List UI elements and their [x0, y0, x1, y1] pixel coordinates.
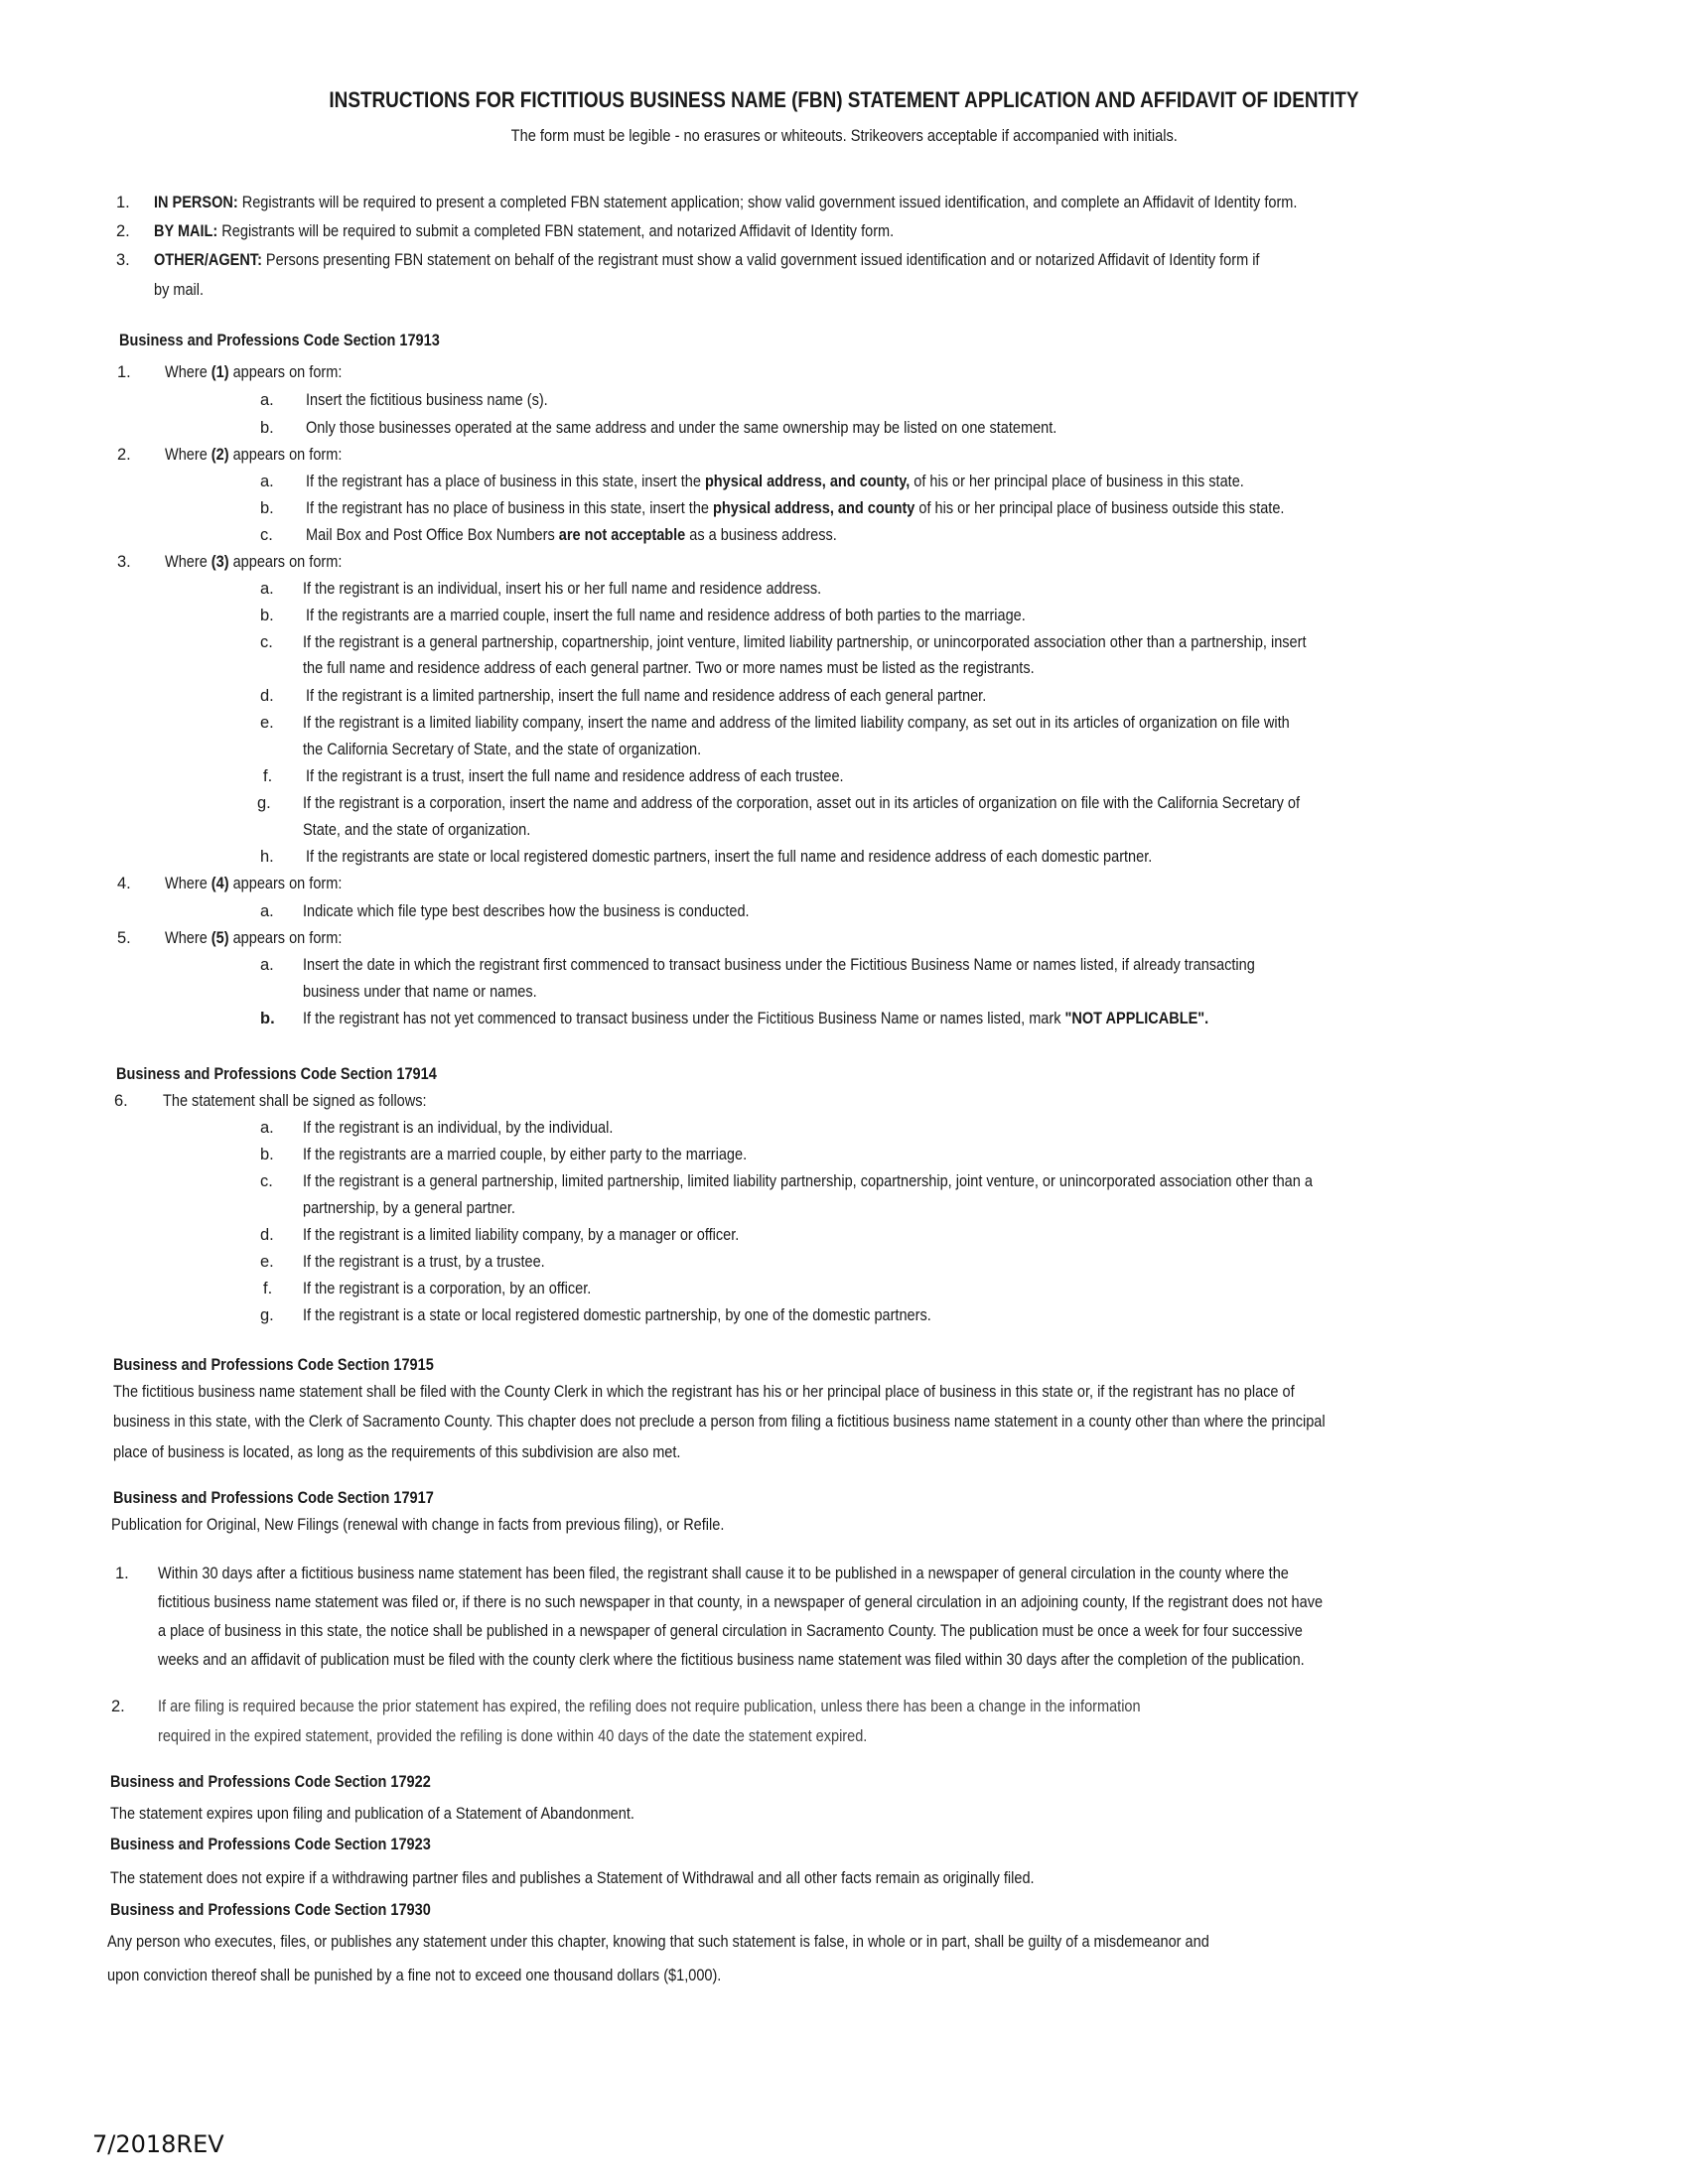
- item-3f-text: If the registrant is a trust, insert the full name and residence address of each trustee.: [306, 767, 844, 785]
- item-3h-text: If the registrants are state or local registered domestic partners, insert the full name and residence address of each domestic partner.: [306, 848, 1153, 866]
- page-subtitle: The form must be legible - no erasures or whiteouts. Strikeovers acceptable if accompanied with initials.: [510, 126, 1178, 145]
- item-3g-text: If the registrant is a corporation, insert the name and address of the corporation, asset out in its articles of organization on file with the California Secretary of: [303, 794, 1301, 812]
- section-17915-heading: Business and Professions Code Section 17915: [113, 1356, 434, 1374]
- section-17914-heading: Business and Professions Code Section 17914: [116, 1065, 437, 1083]
- publication-2-number: 2.: [111, 1698, 125, 1715]
- section-17915-text-line: The fictitious business name statement shall be filed with the County Clerk in which the registrant has his or her principal place of business in this state or, if the registrant has no place of: [113, 1383, 1295, 1401]
- item-1-text: Where (1) appears on form:: [165, 363, 343, 381]
- publication-2-text-line: required in the expired statement, provided the refiling is done within 40 days of the date the statement expired.: [158, 1727, 868, 1745]
- item-6e-letter: e.: [260, 1253, 274, 1271]
- item-3c-letter: c.: [260, 633, 273, 651]
- item-5-text: Where (5) appears on form:: [165, 929, 343, 947]
- item-6g-text: If the registrant is a state or local registered domestic partnership, by one of the domestic partners.: [303, 1306, 931, 1324]
- item-3b-letter: b.: [260, 607, 274, 624]
- intro-2-text: BY MAIL: Registrants will be required to submit a completed FBN statement, and notarized Affidavit of Identity form.: [154, 222, 895, 240]
- item-3d-letter: d.: [260, 687, 274, 705]
- item-6e-text: If the registrant is a trust, by a trustee.: [303, 1253, 545, 1271]
- publication-1-text-line: Within 30 days after a fictitious business name statement has been filed, the registrant shall cause it to be published in a newspaper of general circulation in the county where the: [158, 1565, 1289, 1582]
- section-17915-text-line: place of business is located, as long as the requirements of this subdivision are also met.: [113, 1443, 681, 1461]
- publication-1-text-line: a place of business in this state, the notice shall be published in a newspaper of general circulation in Sacramento County. The publication must be once a week for four successive: [158, 1622, 1303, 1640]
- item-3-number: 3.: [117, 553, 131, 571]
- item-3b-text: If the registrants are a married couple, insert the full name and residence address of both parties to the marriage.: [306, 607, 1026, 624]
- section-17922-text: The statement expires upon filing and publication of a Statement of Abandonment.: [110, 1805, 634, 1823]
- item-3e-text-continued: the California Secretary of State, and the state of organization.: [303, 741, 702, 758]
- section-17930-text-line: Any person who executes, files, or publishes any statement under this chapter, knowing that such statement is false, in whole or in part, shall be guilty of a misdemeanor and: [107, 1933, 1209, 1951]
- item-3d-text: If the registrant is a limited partnership, insert the full name and residence address of each general partner.: [306, 687, 987, 705]
- publication-2-text-line: If are filing is required because the prior statement has expired, the refiling does not require publication, unless there has been a change in the information: [158, 1698, 1141, 1715]
- section-17913-heading: Business and Professions Code Section 17913: [119, 332, 440, 349]
- item-6f-text: If the registrant is a corporation, by an officer.: [303, 1280, 592, 1297]
- item-6g-letter: g.: [260, 1306, 274, 1324]
- item-5b-letter: b.: [260, 1010, 275, 1027]
- item-3c-text-continued: the full name and residence address of each general partner. Two or more names must be listed as the registrants.: [303, 659, 1035, 677]
- revision-footer: 7/2018REV: [92, 2130, 224, 2158]
- intro-1-number: 1.: [116, 194, 130, 211]
- item-3e-text: If the registrant is a limited liability company, insert the name and address of the limited liability company, as set out in its articles of organization on file with: [303, 714, 1290, 732]
- item-5b-text: If the registrant has not yet commenced to transact business under the Fictitious Business Name or names listed, mark "NOT APPLICABLE".: [303, 1010, 1209, 1027]
- item-5-number: 5.: [117, 929, 131, 947]
- item-6d-text: If the registrant is a limited liability company, by a manager or officer.: [303, 1226, 740, 1244]
- item-5a-letter: a.: [260, 956, 274, 974]
- item-3g-text-continued: State, and the state of organization.: [303, 821, 531, 839]
- item-4a-letter: a.: [260, 902, 274, 920]
- section-17915-text-line: business in this state, with the Clerk of Sacramento County. This chapter does not preclude a person from filing a fictitious business name statement in a county other than where the principal: [113, 1413, 1326, 1431]
- item-5a-text: Insert the date in which the registrant first commenced to transact business under the Fictitious Business Name or names listed, if already transacting: [303, 956, 1255, 974]
- section-17923-text: The statement does not expire if a withdrawing partner files and publishes a Statement of Withdrawal and all other facts remain as originally filed.: [110, 1869, 1035, 1887]
- item-6a-letter: a.: [260, 1119, 274, 1137]
- intro-3-number: 3.: [116, 251, 130, 269]
- item-6d-letter: d.: [260, 1226, 274, 1244]
- intro-3-continued: by mail.: [154, 281, 205, 299]
- section-17922-heading: Business and Professions Code Section 17922: [110, 1773, 431, 1791]
- item-6c-text: If the registrant is a general partnership, limited partnership, limited liability partnership, copartnership, joint venture, or unincorporated association other than a: [303, 1172, 1313, 1190]
- section-17917-intro: Publication for Original, New Filings (renewal with change in facts from previous filing), or Refile.: [111, 1516, 725, 1534]
- item-6f-letter: f.: [263, 1280, 273, 1297]
- item-1b-letter: b.: [260, 419, 274, 437]
- item-2a-letter: a.: [260, 473, 274, 490]
- item-4-number: 4.: [117, 875, 131, 892]
- item-6c-letter: c.: [260, 1172, 273, 1190]
- item-3a-text: If the registrant is an individual, insert his or her full name and residence address.: [303, 580, 822, 598]
- item-2-text: Where (2) appears on form:: [165, 446, 343, 464]
- item-4-text: Where (4) appears on form:: [165, 875, 343, 892]
- item-2b-text: If the registrant has no place of business in this state, insert the physical address, and county of his or her principal place of business outside this state.: [306, 499, 1285, 517]
- item-3-text: Where (3) appears on form:: [165, 553, 343, 571]
- item-2b-letter: b.: [260, 499, 274, 517]
- item-1a-text: Insert the fictitious business name (s).: [306, 391, 548, 409]
- intro-3-text: OTHER/AGENT: Persons presenting FBN statement on behalf of the registrant must show a valid government issued identification and or notarized Affidavit of Identity form if: [154, 251, 1260, 269]
- item-3g-letter: g.: [257, 794, 271, 812]
- item-2a-text: If the registrant has a place of business in this state, insert the physical address, and county, of his or her principal place of business in this state.: [306, 473, 1244, 490]
- item-6a-text: If the registrant is an individual, by the individual.: [303, 1119, 614, 1137]
- publication-1-text-line: weeks and an affidavit of publication must be filed with the county clerk where the fictitious business name statement was filed within 30 days after the completion of the publication.: [158, 1651, 1305, 1669]
- section-17930-text-line: upon conviction thereof shall be punished by a fine not to exceed one thousand dollars ($1,000).: [107, 1967, 722, 1984]
- item-3f-letter: f.: [263, 767, 273, 785]
- intro-2-number: 2.: [116, 222, 130, 240]
- item-6b-text: If the registrants are a married couple, by either party to the marriage.: [303, 1146, 748, 1163]
- item-6-text: The statement shall be signed as follows:: [163, 1092, 427, 1110]
- item-6b-letter: b.: [260, 1146, 274, 1163]
- item-6c-text-continued: partnership, by a general partner.: [303, 1199, 515, 1217]
- item-5a-text-continued: business under that name or names.: [303, 983, 537, 1001]
- item-3h-letter: h.: [260, 848, 274, 866]
- item-4a-text: Indicate which file type best describes how the business is conducted.: [303, 902, 750, 920]
- item-3a-letter: a.: [260, 580, 274, 598]
- item-2-number: 2.: [117, 446, 131, 464]
- item-3c-text: If the registrant is a general partnership, copartnership, joint venture, limited liability partnership, or unincorporated association other than a partnership, insert: [303, 633, 1307, 651]
- item-2c-text: Mail Box and Post Office Box Numbers are not acceptable as a business address.: [306, 526, 837, 544]
- item-1b-text: Only those businesses operated at the same address and under the same ownership may be listed on one statement.: [306, 419, 1057, 437]
- section-17930-heading: Business and Professions Code Section 17930: [110, 1901, 431, 1919]
- section-17917-heading: Business and Professions Code Section 17917: [113, 1489, 434, 1507]
- section-17923-heading: Business and Professions Code Section 17923: [110, 1836, 431, 1853]
- intro-1-text: IN PERSON: Registrants will be required to present a completed FBN statement application; show valid government issued identification, and complete an Affidavit of Identity form.: [154, 194, 1298, 211]
- item-2c-letter: c.: [260, 526, 273, 544]
- item-3e-letter: e.: [260, 714, 274, 732]
- item-1-number: 1.: [117, 363, 131, 381]
- page-title: INSTRUCTIONS FOR FICTITIOUS BUSINESS NAME (FBN) STATEMENT APPLICATION AND AFFIDAVIT OF IDENTITY: [329, 87, 1359, 112]
- publication-1-text-line: fictitious business name statement was filed or, if there is no such newspaper in that county, in a newspaper of general circulation in an adjoining county, If the registrant does not have: [158, 1593, 1324, 1611]
- item-1a-letter: a.: [260, 391, 274, 409]
- item-6-number: 6.: [114, 1092, 128, 1110]
- publication-1-number: 1.: [115, 1565, 129, 1582]
